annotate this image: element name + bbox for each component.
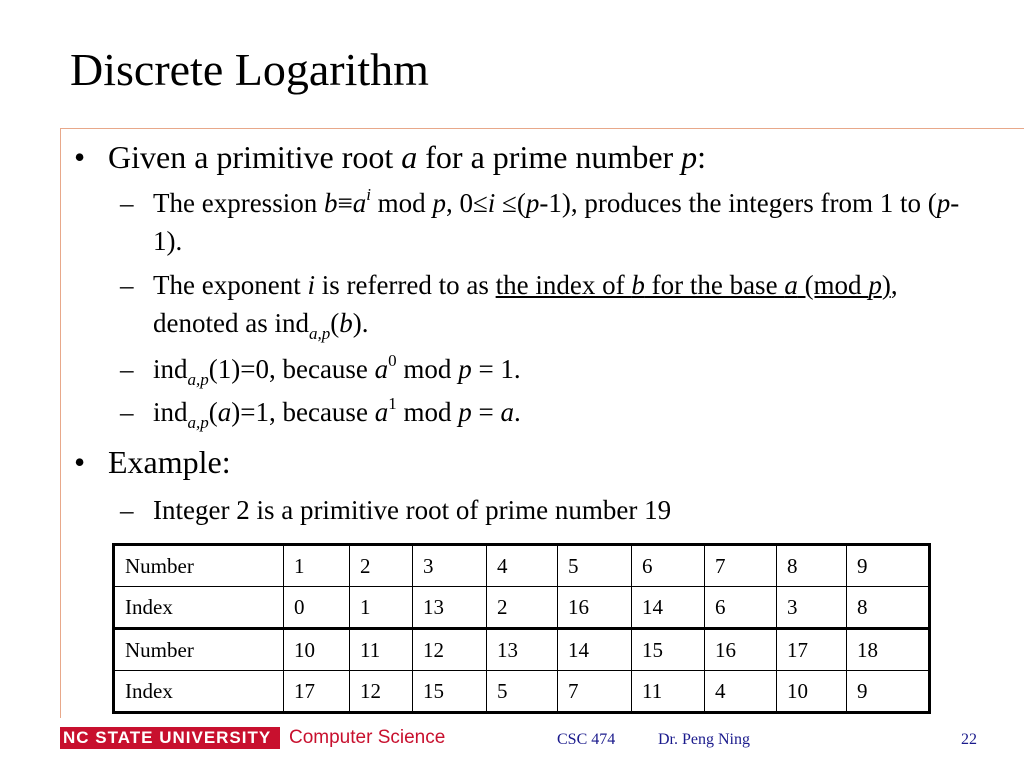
table-row-header: Index	[114, 587, 284, 629]
table-cell: 3	[777, 587, 847, 629]
table-cell: 2	[350, 545, 413, 587]
table-cell: 10	[777, 671, 847, 713]
table-cell: 5	[487, 671, 558, 713]
dash-marker: –	[120, 397, 134, 427]
table-cell: 14	[558, 629, 632, 671]
title-divider	[60, 128, 1024, 129]
table-cell: 13	[487, 629, 558, 671]
subbullet-exponent-index: – The exponent i is referred to as the index of b for the base a (mod p), denoted as ind$_{a,p}$(b).	[153, 266, 983, 342]
table-cell: 17	[777, 629, 847, 671]
table-row-header: Index	[114, 671, 284, 713]
department-name: Computer Science	[289, 727, 446, 748]
table-row	[114, 587, 930, 629]
left-margin-rule	[60, 128, 61, 718]
ncsu-logo: NC STATE UNIVERSITY	[60, 727, 280, 749]
page-number: 22	[961, 731, 977, 748]
table-cell: 17	[284, 671, 350, 713]
table-cell: 4	[705, 671, 777, 713]
table-cell: 1	[350, 587, 413, 629]
bullet-marker: •	[74, 139, 86, 175]
table-cell: 9	[847, 671, 930, 713]
author-name: Dr. Peng Ning	[658, 731, 750, 748]
table-cell: 6	[705, 587, 777, 629]
dash-marker: –	[120, 495, 134, 525]
subbullet-index-of-a: – ind$_{a,p}$(a)=1, because $a^1$ mod p = a.	[120, 394, 521, 432]
bullet-example: • Example:	[74, 444, 231, 480]
course-code: CSC 474	[557, 731, 616, 748]
slide-title: Discrete Logarithm	[70, 44, 429, 95]
table-cell: 2	[487, 587, 558, 629]
dash-marker: –	[120, 270, 134, 300]
table-row	[114, 629, 930, 671]
table-cell: 18	[847, 629, 930, 671]
table-cell: 15	[413, 671, 487, 713]
table-cell: 12	[413, 629, 487, 671]
table-cell: 4	[487, 545, 558, 587]
table-cell: 1	[284, 545, 350, 587]
bullet-given-primitive-root: • Given a primitive root a for a prime number p:	[74, 139, 707, 175]
table-cell: 14	[632, 587, 705, 629]
subbullet-expression: – The expression $b\equiv a^i$ mod p, 0≤i ≤(p-1), produces the integers from 1 to (p-1).	[120, 185, 960, 256]
table-cell: 7	[705, 545, 777, 587]
table-cell: 3	[413, 545, 487, 587]
index-table	[112, 543, 931, 714]
table-cell: 6	[632, 545, 705, 587]
table-cell: 13	[413, 587, 487, 629]
table-cell: 11	[350, 629, 413, 671]
table-cell: 5	[558, 545, 632, 587]
subbullet-example-root: – Integer 2 is a primitive root of prime number 19	[153, 491, 983, 529]
subbullet-index-of-one: – ind$_{a,p}$(1)=0, because $a^0$ mod p = 1.	[120, 351, 521, 389]
dash-marker: –	[120, 188, 134, 218]
table-cell: 15	[632, 629, 705, 671]
table-cell: 9	[847, 545, 930, 587]
table-row-header: Number	[114, 545, 284, 587]
table-row	[114, 545, 930, 587]
slide-footer	[0, 722, 1024, 768]
table-cell: 8	[847, 587, 930, 629]
index-definition-term: the index of b for the base a (mod p)	[495, 270, 891, 300]
table-cell: 16	[558, 587, 632, 629]
table-cell: 10	[284, 629, 350, 671]
table-cell: 8	[777, 545, 847, 587]
table-cell: 0	[284, 587, 350, 629]
table-cell: 16	[705, 629, 777, 671]
table-row	[114, 671, 930, 713]
table-cell: 7	[558, 671, 632, 713]
table-cell: 11	[632, 671, 705, 713]
table-row-header: Number	[114, 629, 284, 671]
table-cell: 12	[350, 671, 413, 713]
dash-marker: –	[120, 354, 134, 384]
bullet-marker: •	[74, 444, 86, 480]
